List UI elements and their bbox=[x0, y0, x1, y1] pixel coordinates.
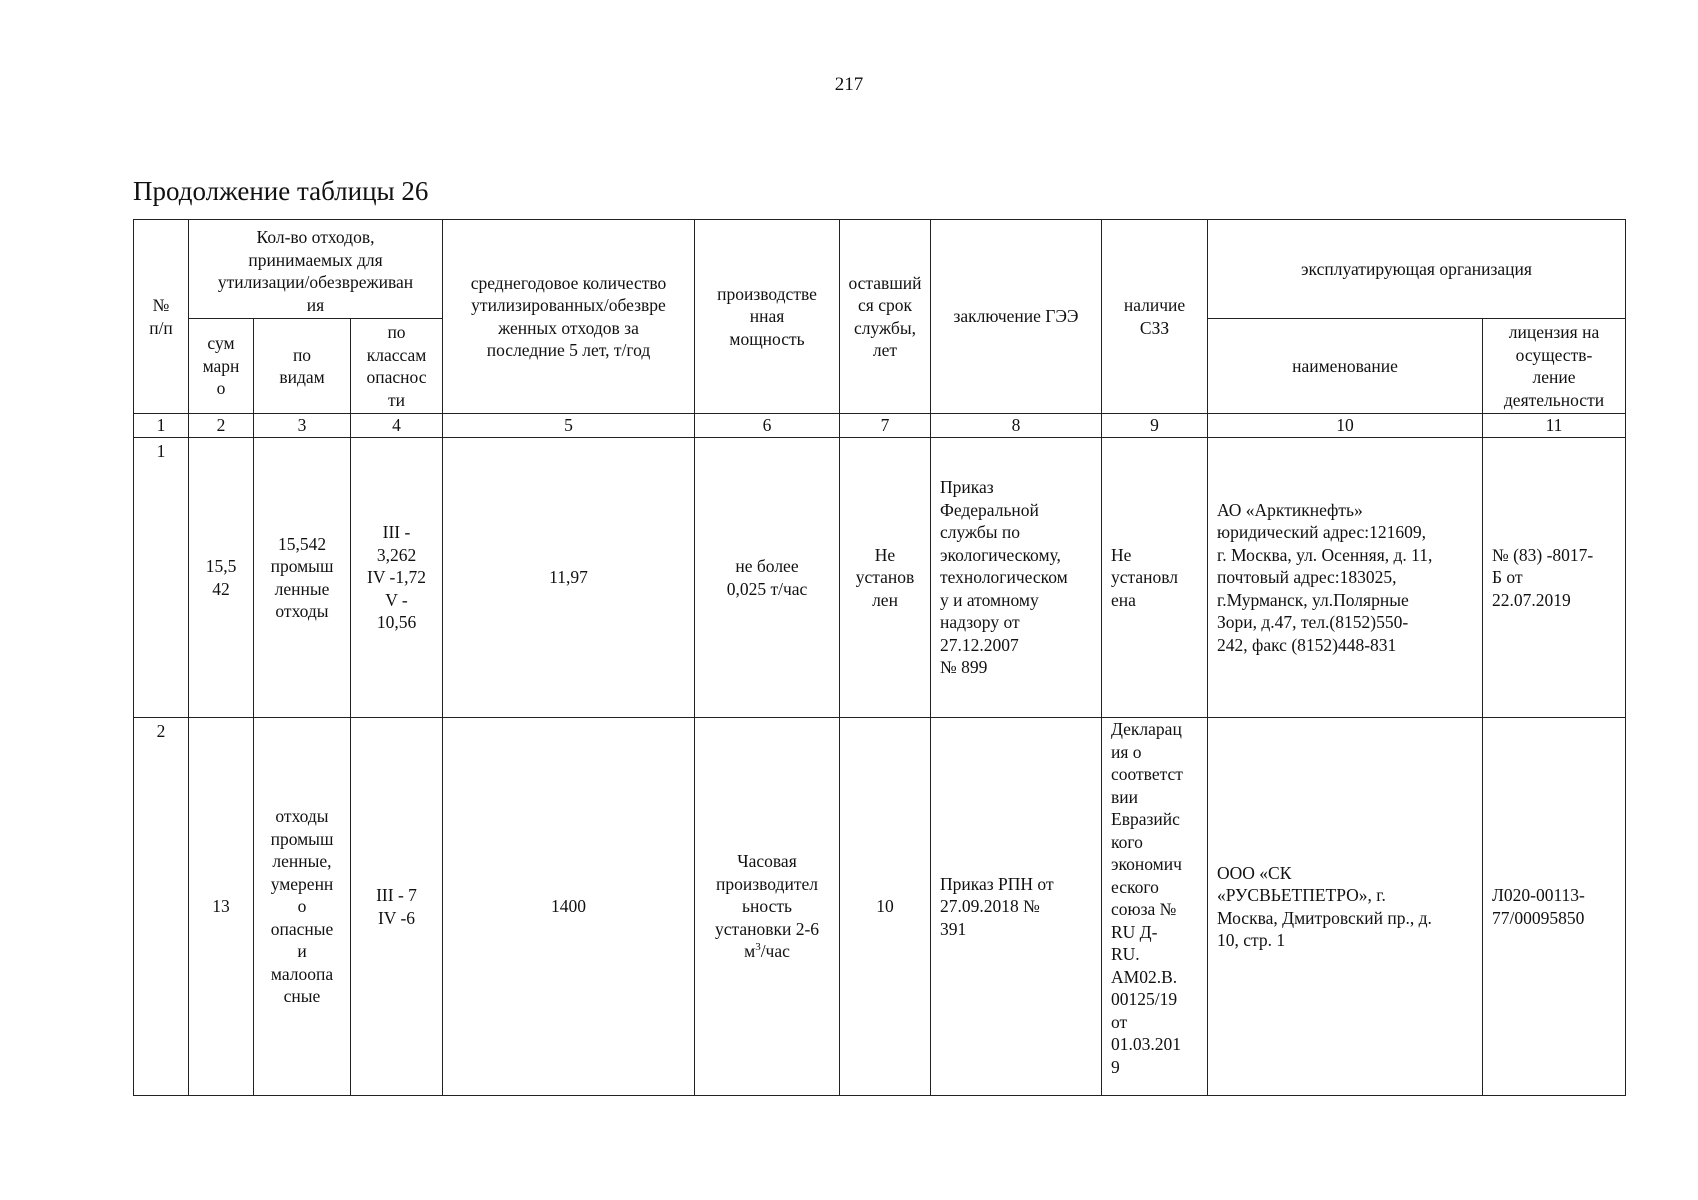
row-num: 1 bbox=[134, 438, 189, 718]
row-gee: Приказ РПН от 27.09.2018 № 391 bbox=[931, 718, 1102, 1096]
table-caption: Продолжение таблицы 26 bbox=[133, 176, 429, 206]
row-num: 2 bbox=[134, 718, 189, 1096]
column-index: 6 bbox=[695, 414, 840, 438]
row-qty-by-type: отходы промыш ленные, умеренн о опасные и малоопа сные bbox=[254, 718, 351, 1096]
column-index: 7 bbox=[840, 414, 931, 438]
header-gee: заключение ГЭЭ bbox=[931, 220, 1102, 414]
table-row bbox=[134, 438, 1626, 718]
header-row bbox=[134, 220, 1626, 319]
column-index: 5 bbox=[443, 414, 695, 438]
column-index: 4 bbox=[351, 414, 443, 438]
column-index-row bbox=[134, 414, 1626, 438]
row-remaining-life: 10 bbox=[840, 718, 931, 1096]
column-index: 1 bbox=[134, 414, 189, 438]
header-license: лицензия на осуществ- ление деятельности bbox=[1483, 319, 1626, 414]
column-index: 8 bbox=[931, 414, 1102, 438]
row-qty-total: 15,5 42 bbox=[189, 438, 254, 718]
header-qty-total: сум марн о bbox=[189, 319, 254, 414]
row-operator-name: ООО «СК «РУСВЬЕТПЕТРО», г. Москва, Дмитровский пр., д. 10, стр. 1 bbox=[1208, 718, 1483, 1096]
row-szz: Не установл ена bbox=[1102, 438, 1208, 718]
column-index: 2 bbox=[189, 414, 254, 438]
row-avg-annual: 11,97 bbox=[443, 438, 695, 718]
row-szz: Декларац ия о соответст вии Евразийс кого экономич еского союза № RU Д- RU. АМ02.В. 00125/19 от 01.03.201 9 bbox=[1102, 718, 1208, 1096]
header-qty-by-class: по классам опаснос ти bbox=[351, 319, 443, 414]
column-index: 10 bbox=[1208, 414, 1483, 438]
row-remaining-life: Не установ лен bbox=[840, 438, 931, 718]
row-capacity: не более 0,025 т/час bbox=[695, 438, 840, 718]
row-license: № (83) -8017- Б от 22.07.2019 bbox=[1483, 438, 1626, 718]
row-qty-by-class: III - 3,262 IV -1,72 V - 10,56 bbox=[351, 438, 443, 718]
header-szz: наличие СЗЗ bbox=[1102, 220, 1208, 414]
column-index: 3 bbox=[254, 414, 351, 438]
row-license: Л020-00113- 77/00095850 bbox=[1483, 718, 1626, 1096]
table-row bbox=[134, 718, 1626, 1096]
row-gee: Приказ Федеральной службы по экологическому, технологическом у и атомному надзору от 27.12.2007 № 899 bbox=[931, 438, 1102, 718]
row-avg-annual: 1400 bbox=[443, 718, 695, 1096]
header-operator-name: наименование bbox=[1208, 319, 1483, 414]
header-num: № п/п bbox=[134, 220, 189, 414]
row-capacity: Часовая производител ьность установки 2-6 $м^3$/час bbox=[695, 718, 840, 1096]
header-operator-group: эксплуатирующая организация bbox=[1208, 220, 1626, 319]
row-qty-by-class: III - 7 IV -6 bbox=[351, 718, 443, 1096]
header-qty-group: Кол-во отходов, принимаемых для утилизации/обезвреживан ия bbox=[189, 220, 443, 319]
column-index: 11 bbox=[1483, 414, 1626, 438]
row-qty-total: 13 bbox=[189, 718, 254, 1096]
table-26 bbox=[133, 219, 1626, 1096]
capacity-superscript: 3 bbox=[755, 941, 761, 954]
row-operator-name: АО «Арктикнефть» юридический адрес:121609, г. Москва, ул. Осенняя, д. 11, почтовый адрес:183025, г.Мурманск, ул.Полярные Зори, д.47, тел.(8152)550- 242, факс (8152)448-831 bbox=[1208, 438, 1483, 718]
page-number: 217 bbox=[834, 74, 864, 95]
header-remaining-life: оставший ся срок службы, лет bbox=[840, 220, 931, 414]
header-qty-by-type: по видам bbox=[254, 319, 351, 414]
column-index: 9 bbox=[1102, 414, 1208, 438]
header-avg-annual: среднегодовое количество утилизированных/обезвре женных отходов за последние 5 лет, т/год bbox=[443, 220, 695, 414]
header-capacity: производстве нная мощность bbox=[695, 220, 840, 414]
row-qty-by-type: 15,542 промыш ленные отходы bbox=[254, 438, 351, 718]
